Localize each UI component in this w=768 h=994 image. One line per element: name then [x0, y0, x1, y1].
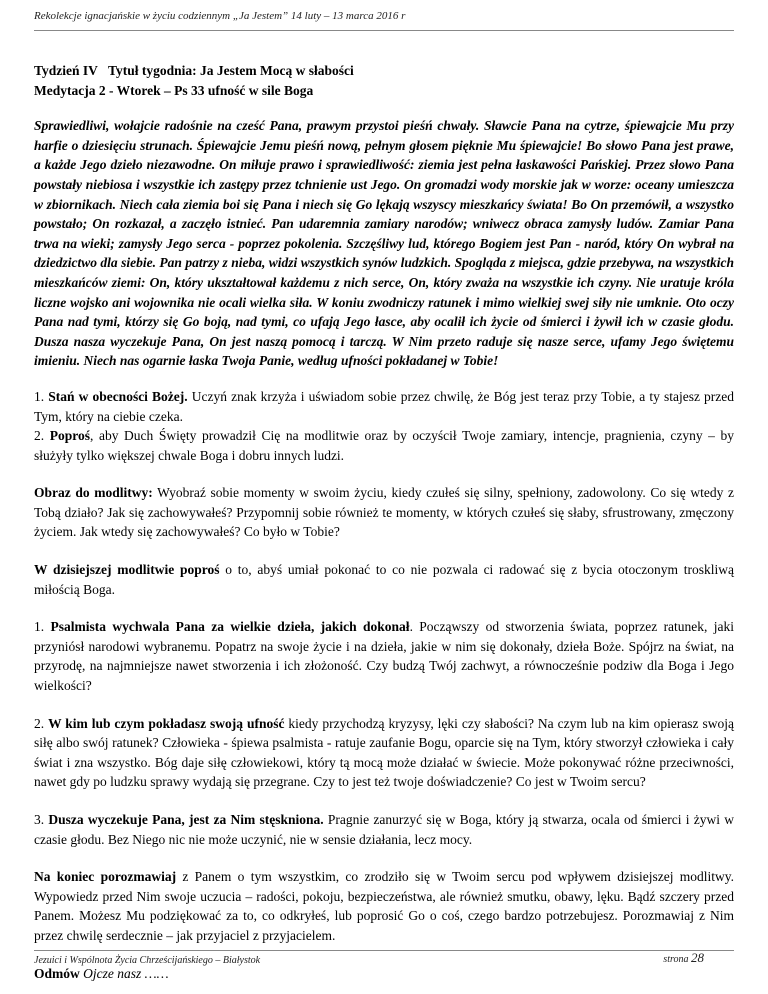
closing-paragraph	[34, 867, 734, 945]
point-2-number: 2.	[34, 715, 49, 731]
meditation-title: Medytacja 2 - Wtorek – Ps 33 ufność w sile Boga	[34, 82, 314, 98]
step-2-number: 2.	[34, 428, 50, 444]
point-1-heading: Psalmista wychwala Pana za wielkie dzieła, jakich dokonał	[50, 619, 410, 635]
point-2-heading: W kim lub czym pokładasz swoją ufność	[48, 715, 285, 731]
page-number-block	[663, 950, 704, 966]
request-text: o to, abyś umiał pokonać to co nie pozwala ci radować się z bycia otoczonym troskliwą miłością Boga.	[34, 562, 734, 597]
final-prayer-heading: Odmów	[34, 965, 80, 981]
page-label: strona	[663, 954, 689, 965]
page-number: 28	[691, 950, 704, 965]
closing-text: z Panem o tym wszystkim, co zrodziło się w Twoim sercu pod wpływem dzisiejszej modlitwy. Wypowiedz przed Nim swoje uczucia – radości, pokoju, bezpieczeństwa, ale również smutku, obawy, lęku. Bądź szczery przed Panem. Możesz Mu podziękować za to, co odkryłeś, lub poprosić Go o coś, czego bardzo potrzebujesz. Porozmawiaj z Nim przez chwilę serdecznie – jak przyjaciel z przyjacielem.	[34, 869, 734, 943]
step-2	[34, 426, 734, 465]
point-1-text: . Począwszy od stworzenia świata, poprzez ratunek, jaki przyniósł narodowi wybranemu. Popatrz na swoje życie i na dzieła, jakie w nim się dokonały, dzieła Boże. Spójrz na świat, na przyrodę, na najmniejsze nawet stworzenia i ich złożoność. Czy budzą Twój zachwyt, a równocześnie podziw dla Boga i Jego wielkości?	[34, 619, 735, 694]
point-1	[34, 617, 734, 695]
step-2-text: , aby Duch Święty prowadził Cię na modlitwie oraz by oczyścił Twoje zamiary, intencje, pragnienia, czyny – by służyły tylko większej chwale Boga i dobru innych ludzi.	[34, 428, 734, 463]
week-label: Tydzień IV	[34, 63, 98, 78]
header-divider	[34, 30, 734, 31]
request-heading: W dzisiejszej modlitwie poproś	[34, 562, 220, 578]
step-1-text: Uczyń znak krzyża i uświadom sobie przez chwilę, że Bóg jest teraz przy Tobie, a ty stajesz przed Tym, który na ciebie czeka.	[34, 388, 735, 424]
closing-heading: Na koniec porozmawiaj	[34, 869, 177, 885]
request-paragraph	[34, 560, 734, 599]
point-2	[34, 714, 734, 792]
page-header: Rekolekcje ignacjańskie w życiu codziennym „Ja Jestem” 14 luty – 13 marca 2016 r	[34, 10, 406, 22]
point-3-text: Pragnie zanurzyć się w Boga, który ją stwarza, ocala od śmierci i żywi w czasie głodu. Bez Niego nic nie może uczynić, nie w sensie działania, lecz mocy.	[34, 812, 735, 847]
step-1-heading: Stań w obecności Bożej.	[48, 388, 188, 404]
point-3	[34, 810, 734, 849]
point-1-number: 1.	[34, 619, 51, 635]
prayer-image-text: Wyobraź sobie momenty w swoim życiu, kiedy czułeś się silny, spełniony, zadowolony. Co się wtedy z Tobą działo? Jak się zachowywałeś? Przypomnij sobie również te momenty, w których czułeś się słaby, sfrustrowany, zmęczony życiem. Jak wtedy się zachowywałeś? Co było w Tobie?	[34, 485, 734, 540]
final-prayer	[34, 964, 734, 984]
point-3-heading: Dusza wyczekuje Pana, jest za Nim stęskniona.	[48, 812, 324, 827]
week-title: Tytuł tygodnia: Ja Jestem Mocą w słabości	[108, 63, 354, 78]
week-title-line	[34, 61, 734, 81]
step-2-heading: Poproś	[49, 428, 90, 444]
step-1-number: 1.	[34, 388, 49, 404]
prayer-image-paragraph	[34, 483, 734, 542]
document-body	[34, 61, 734, 983]
scripture-passage: Sprawiedliwi, wołajcie radośnie na cześć Pana, prawym przystoi pieśń chwały. Sławcie Pana na cytrze, śpiewajcie Mu przy harfie o dziesięciu strunach. Śpiewajcie Jemu pieśń nową, pełnym głosem pięknie Mu śpiewajcie! Bo słowo Pana jest prawe, a każde Jego dzieło niezawodne. On miłuje prawo i sprawiedliwość: ziemia jest pełna łaskawości Pańskiej. Przez słowo Pana powstały niebiosa i wszystkie ich zastępy przez tchnienie ust Jego. On gromadzi wody morskie jak w worze: oceany umieszcza w zbiornikach. Niech cała ziemia boi się Pana i niech się Go lękają wszyscy mieszkańcy świata! Bo On przemówił, a wszystko powstało; On rozkazał, a zaczęło istnieć. Pan udaremnia zamiary narodów; wniwecz obraca zamysły ludów. Zamiar Pana trwa na wieki; zamysły Jego serca - poprzez pokolenia. Szczęśliwy lud, którego Bogiem jest Pan - naród, który On wybrał na dziedzictwo dla siebie. Pan patrzy z nieba, widzi wszystkich synów ludzkich. Spogląda z miejsca, gdzie przebywa, na wszystkich mieszkańców ziemi: On, który ukształtował każdemu z nich serce, On, który zważa na wszystkie ich czyny. Nie uratuje króla liczne wojsko ani wojownika nie ocali wielka siła. W koniu zwodniczy ratunek i mimo wielkiej swej siły nie umknie. Oto oczy Pana nad tymi, którzy się Go boją, nad tymi, co ufają Jego łasce, aby ocalił ich życie od śmierci i żywił ich w czasie głodu. Dusza nasza wyczekuje Pana, On jest naszą pomocą i tarczą. W Nim przeto raduje się nasze serce, ufamy Jego świętemu imieniu. Niech nas ogarnie łaska Twoja Panie, według ufności pokładanej w Tobie!	[34, 118, 734, 369]
point-2-text: kiedy przychodzą kryzysy, lęki czy słabości? Na czym lub na kim opierasz swoją siłę albo swój ratunek? Człowieka - śpiewa psalmista - ratuje zaufanie Bogu, oparcie się na Tym, który stworzył człowieka i cały świat i zna wszystko. Bóg daje siłę człowiekowi, który tą mocą może działać w świecie. Może pokonywać różne przeciwności, nawet gdy po ludzku sprawy wydają się przegrane. Czy to jest też twoje doświadczenie? Co jest w Twoim sercu?	[34, 715, 734, 790]
footer-divider	[34, 950, 734, 951]
prayer-image-heading: Obraz do modlitwy:	[34, 485, 153, 501]
point-3-number: 3.	[34, 812, 49, 827]
step-1	[34, 387, 734, 426]
footer-organization: Jezuici i Wspólnota Życia Chrześcijańskiego – Białystok	[34, 955, 261, 966]
final-prayer-text: Ojcze nasz ……	[79, 965, 169, 981]
